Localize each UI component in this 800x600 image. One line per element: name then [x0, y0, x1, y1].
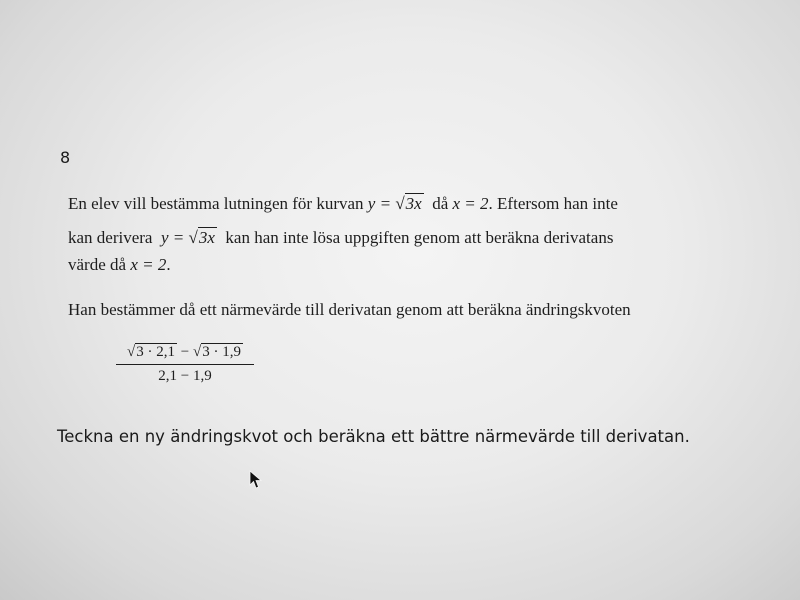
fraction-denominator: 2,1 − 1,9	[158, 368, 212, 384]
radicand: 3x	[405, 194, 422, 213]
equation-lhs: y =	[160, 228, 185, 247]
minus-sign: −	[177, 344, 193, 360]
fraction-numerator	[116, 344, 254, 365]
sqrt-term-1: √3 · 2,1	[127, 344, 176, 360]
sqrt-expression: √3x	[395, 194, 422, 213]
sqrt-expression: √3x	[188, 228, 215, 247]
question-text: Teckna en ny ändringskvot och beräkna ett bättre närmevärde till derivatan.	[57, 427, 690, 446]
arrow-cursor-icon	[249, 470, 263, 490]
text-segment: .	[166, 255, 171, 274]
text-line-1	[68, 194, 618, 214]
sqrt-term-2: √3 · 1,9	[192, 344, 241, 360]
text-segment: En elev vill bestämma lutningen för kurvan	[68, 194, 364, 213]
task-number: 8	[60, 148, 71, 167]
radicand: 3x	[198, 228, 215, 247]
text-segment: då	[432, 194, 449, 213]
equation-lhs: y =	[367, 194, 392, 213]
radicand-1: 3 · 2,1	[136, 344, 176, 360]
paragraph-2: Han bestämmer då ett närmevärde till derivatan genom att beräkna ändringskvoten	[68, 300, 631, 319]
text-line-2	[68, 228, 613, 248]
text-segment: kan derivera	[68, 228, 153, 247]
condition-x: x = 2	[130, 255, 167, 274]
radicand-2: 3 · 1,9	[202, 344, 241, 360]
text-segment: kan han inte lösa uppgiften genom att beräkna derivatans	[225, 228, 614, 247]
condition-x: x = 2	[452, 194, 489, 213]
text-segment: . Eftersom han inte	[488, 194, 618, 213]
text-line-3	[68, 255, 171, 275]
difference-quotient	[116, 344, 254, 385]
text-segment: värde då	[68, 255, 127, 274]
